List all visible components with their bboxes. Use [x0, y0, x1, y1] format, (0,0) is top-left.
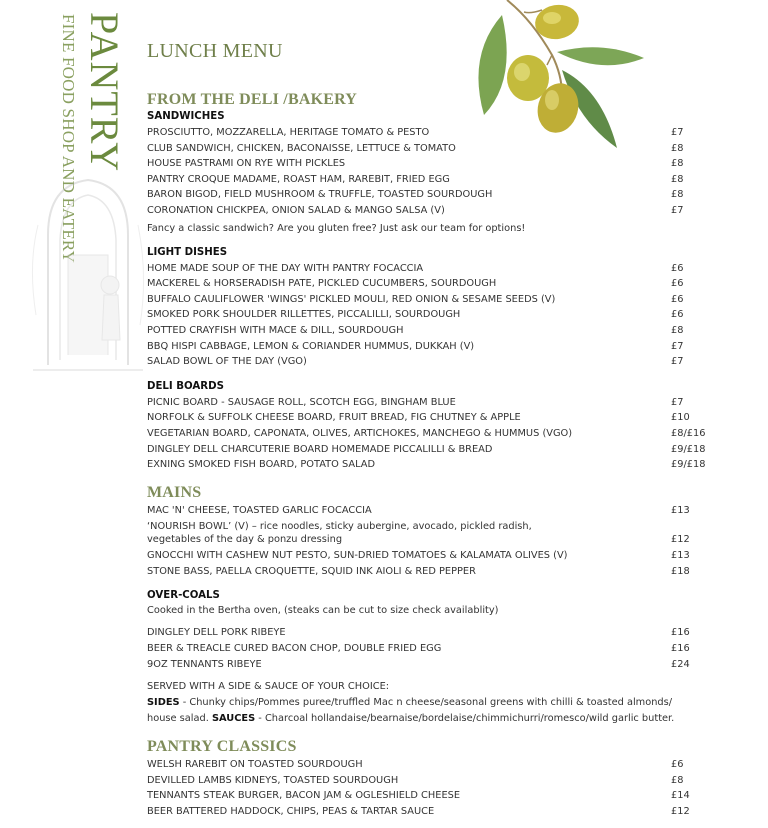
item-name: POTTED CRAYFISH WITH MACE & DILL, SOURDOUGH: [147, 324, 404, 336]
subsection-title-over-coals: OVER-COALS: [147, 590, 220, 602]
menu-item: [147, 625, 707, 641]
item-price: £8: [671, 158, 684, 170]
item-price: £7: [671, 204, 684, 216]
item-name: PICNIC BOARD - SAUSAGE ROLL, SCOTCH EGG, BINGHAM BLUE: [147, 396, 456, 408]
section-title-deli: FROM THE DELI /BAKERY: [147, 91, 358, 108]
menu-item: [147, 757, 707, 773]
item-price: £16: [671, 643, 690, 655]
item-name: BEER & TREACLE CURED BACON CHOP, DOUBLE FRIED EGG: [147, 643, 442, 655]
item-price: £8: [671, 324, 684, 336]
sauces-text: - Charcoal hollandaise/bearnaise/bordelaise/chimmichurri/romesco/wild garlic butter.: [255, 713, 675, 725]
sides-label: SIDES: [147, 697, 180, 709]
section-title-mains: MAINS: [147, 483, 202, 501]
item-price: £8: [671, 142, 684, 154]
menu-item: [147, 261, 707, 277]
item-name: STONE BASS, PAELLA CROQUETTE, SQUID INK AIOLI & RED PEPPER: [147, 565, 476, 577]
item-name: GNOCCHI WITH CASHEW NUT PESTO, SUN-DRIED TOMATOES & KALAMATA OLIVES (V): [147, 550, 568, 562]
item-name: BARON BIGOD, FIELD MUSHROOM & TRUFFLE, TOASTED SOURDOUGH: [147, 189, 493, 201]
brand-subtitle: FINE FOOD SHOP AND EATERY: [59, 14, 78, 264]
menu-item: [147, 410, 707, 426]
item-price: £6: [671, 293, 684, 305]
item-name: CORONATION CHICKPEA, ONION SALAD & MANGO SALSA (V): [147, 204, 445, 216]
subsection-title-light-dishes: LIGHT DISHES: [147, 246, 228, 258]
item-price: £8: [671, 189, 684, 201]
light-dishes-list: [147, 261, 707, 370]
menu-item: [147, 323, 707, 339]
menu-item: [147, 426, 707, 442]
menu-item: [147, 156, 707, 172]
item-name: SALAD BOWL OF THE DAY (VGO): [147, 356, 307, 368]
mains-list: [147, 503, 707, 580]
item-name: BUFFALO CAULIFLOWER 'WINGS' PICKLED MOULI, RED ONION & SESAME SEEDS (V): [147, 293, 556, 305]
item-price: £18: [671, 565, 690, 577]
menu-item: [147, 457, 707, 473]
item-price: £7: [671, 127, 684, 138]
menu-item: [147, 203, 707, 219]
item-price: £6: [671, 278, 684, 290]
item-price: £8: [671, 774, 684, 786]
menu-body: [147, 90, 707, 820]
menu-item: [147, 804, 707, 820]
section-title-classics: PANTRY CLASSICS: [147, 738, 297, 756]
menu-item: [147, 276, 707, 292]
over-coals-list: [147, 625, 707, 672]
item-name: BBQ HISPI CABBAGE, LEMON & CORIANDER HUMMUS, DUKKAH (V): [147, 340, 475, 352]
item-price: £13: [671, 550, 690, 562]
item-name: ‘NOURISH BOWL’ (V) – rice noodles, sticky aubergine, avocado, pickled radish, vegetables of the day & ponzu dressing: [147, 521, 532, 546]
item-name: TENNANTS STEAK BURGER, BACON JAM & OGLESHIELD CHEESE: [147, 790, 461, 802]
item-price: £12: [671, 534, 690, 546]
sauces-label: SAUCES: [211, 713, 256, 725]
item-name: BEER BATTERED HADDOCK, CHIPS, PEAS & TARTAR SAUCE: [147, 806, 435, 818]
menu-item: [147, 564, 707, 580]
menu-item: [147, 641, 707, 657]
menu-item: [147, 520, 707, 546]
item-price: £6: [671, 759, 684, 771]
item-name: SMOKED PORK SHOULDER RILLETTES, PICCALILLI, SOURDOUGH: [147, 309, 461, 321]
item-price: £24: [671, 658, 690, 670]
doorway-sketch-icon: [28, 165, 148, 375]
menu-item: [147, 339, 707, 355]
over-coals-note: Cooked in the Bertha oven, (steaks can be cut to size check availablity): [147, 605, 499, 617]
item-name: MAC 'N' CHEESE, TOASTED GARLIC FOCACCIA: [147, 504, 372, 516]
menu-item: [147, 141, 707, 157]
item-name: DINGLEY DELL PORK RIBEYE: [147, 627, 286, 639]
item-name: HOUSE PASTRAMI ON RYE WITH PICKLES: [147, 158, 346, 170]
menu-item: [147, 657, 707, 673]
menu-item: [147, 442, 707, 458]
item-name: MACKEREL & HORSERADISH PATE, PICKLED CUCUMBERS, SOURDOUGH: [147, 278, 497, 290]
item-name: EXNING SMOKED FISH BOARD, POTATO SALAD: [147, 459, 376, 471]
sides-and-sauces: [147, 695, 692, 727]
subsection-title-sandwiches: SANDWICHES: [147, 111, 225, 122]
item-price: £8/£16: [671, 427, 706, 439]
item-price: £7: [671, 340, 684, 352]
item-name: DINGLEY DELL CHARCUTERIE BOARD HOMEMADE PICCALILLI & BREAD: [147, 443, 493, 455]
item-name: VEGETARIAN BOARD, CAPONATA, OLIVES, ARTICHOKES, MANCHEGO & HUMMUS (VGO): [147, 427, 573, 439]
item-price: £9/£18: [671, 443, 706, 455]
classics-list: [147, 757, 707, 819]
menu-item: [147, 172, 707, 188]
page-title: LUNCH MENU: [147, 40, 283, 62]
menu-item: [147, 395, 707, 411]
subsection-title-deli-boards: DELI BOARDS: [147, 380, 224, 392]
sandwiches-note: Fancy a classic sandwich? Are you gluten free? Just ask our team for options!: [147, 222, 526, 234]
menu-item: [147, 788, 707, 804]
item-price: £12: [671, 806, 690, 818]
menu-item: [147, 354, 707, 370]
menu-item: [147, 548, 707, 564]
item-price: £13: [671, 504, 690, 516]
item-price: £16: [671, 627, 690, 639]
sandwiches-list: [147, 125, 707, 219]
item-price: £7: [671, 396, 684, 408]
menu-item: [147, 187, 707, 203]
item-name: CLUB SANDWICH, CHICKEN, BACONAISSE, LETTUCE & TOMATO: [147, 142, 456, 154]
item-price: £14: [671, 790, 690, 802]
menu-item: [147, 773, 707, 789]
item-name: WELSH RAREBIT ON TOASTED SOURDOUGH: [147, 759, 363, 771]
served-with-heading: SERVED WITH A SIDE & SAUCE OF YOUR CHOICE:: [147, 681, 390, 693]
deli-boards-list: [147, 395, 707, 473]
item-price: £10: [671, 412, 690, 424]
item-name: NORFOLK & SUFFOLK CHEESE BOARD, FRUIT BREAD, FIG CHUTNEY & APPLE: [147, 412, 521, 424]
item-price: £6: [671, 262, 684, 274]
menu-item: [147, 503, 707, 519]
item-name: 9OZ TENNANTS RIBEYE: [147, 658, 262, 670]
item-price: £6: [671, 309, 684, 321]
sides-text: - Chunky chips/Pommes puree/truffled Mac n cheese/seasonal greens with chilli & toasted almonds/ house salad.: [147, 697, 673, 725]
menu-item: [147, 125, 707, 141]
item-price: £7: [671, 356, 684, 368]
menu-item: [147, 307, 707, 323]
item-name: PANTRY CROQUE MADAME, ROAST HAM, RAREBIT, FRIED EGG: [147, 173, 450, 185]
item-name: PROSCIUTTO, MOZZARELLA, HERITAGE TOMATO & PESTO: [147, 127, 430, 138]
item-name: DEVILLED LAMBS KIDNEYS, TOASTED SOURDOUGH: [147, 774, 399, 786]
item-name: HOME MADE SOUP OF THE DAY WITH PANTRY FOCACCIA: [147, 262, 424, 274]
brand-title: PANTRY: [82, 12, 127, 173]
item-price: £8: [671, 173, 684, 185]
menu-item: [147, 292, 707, 308]
item-price: £9/£18: [671, 459, 706, 471]
